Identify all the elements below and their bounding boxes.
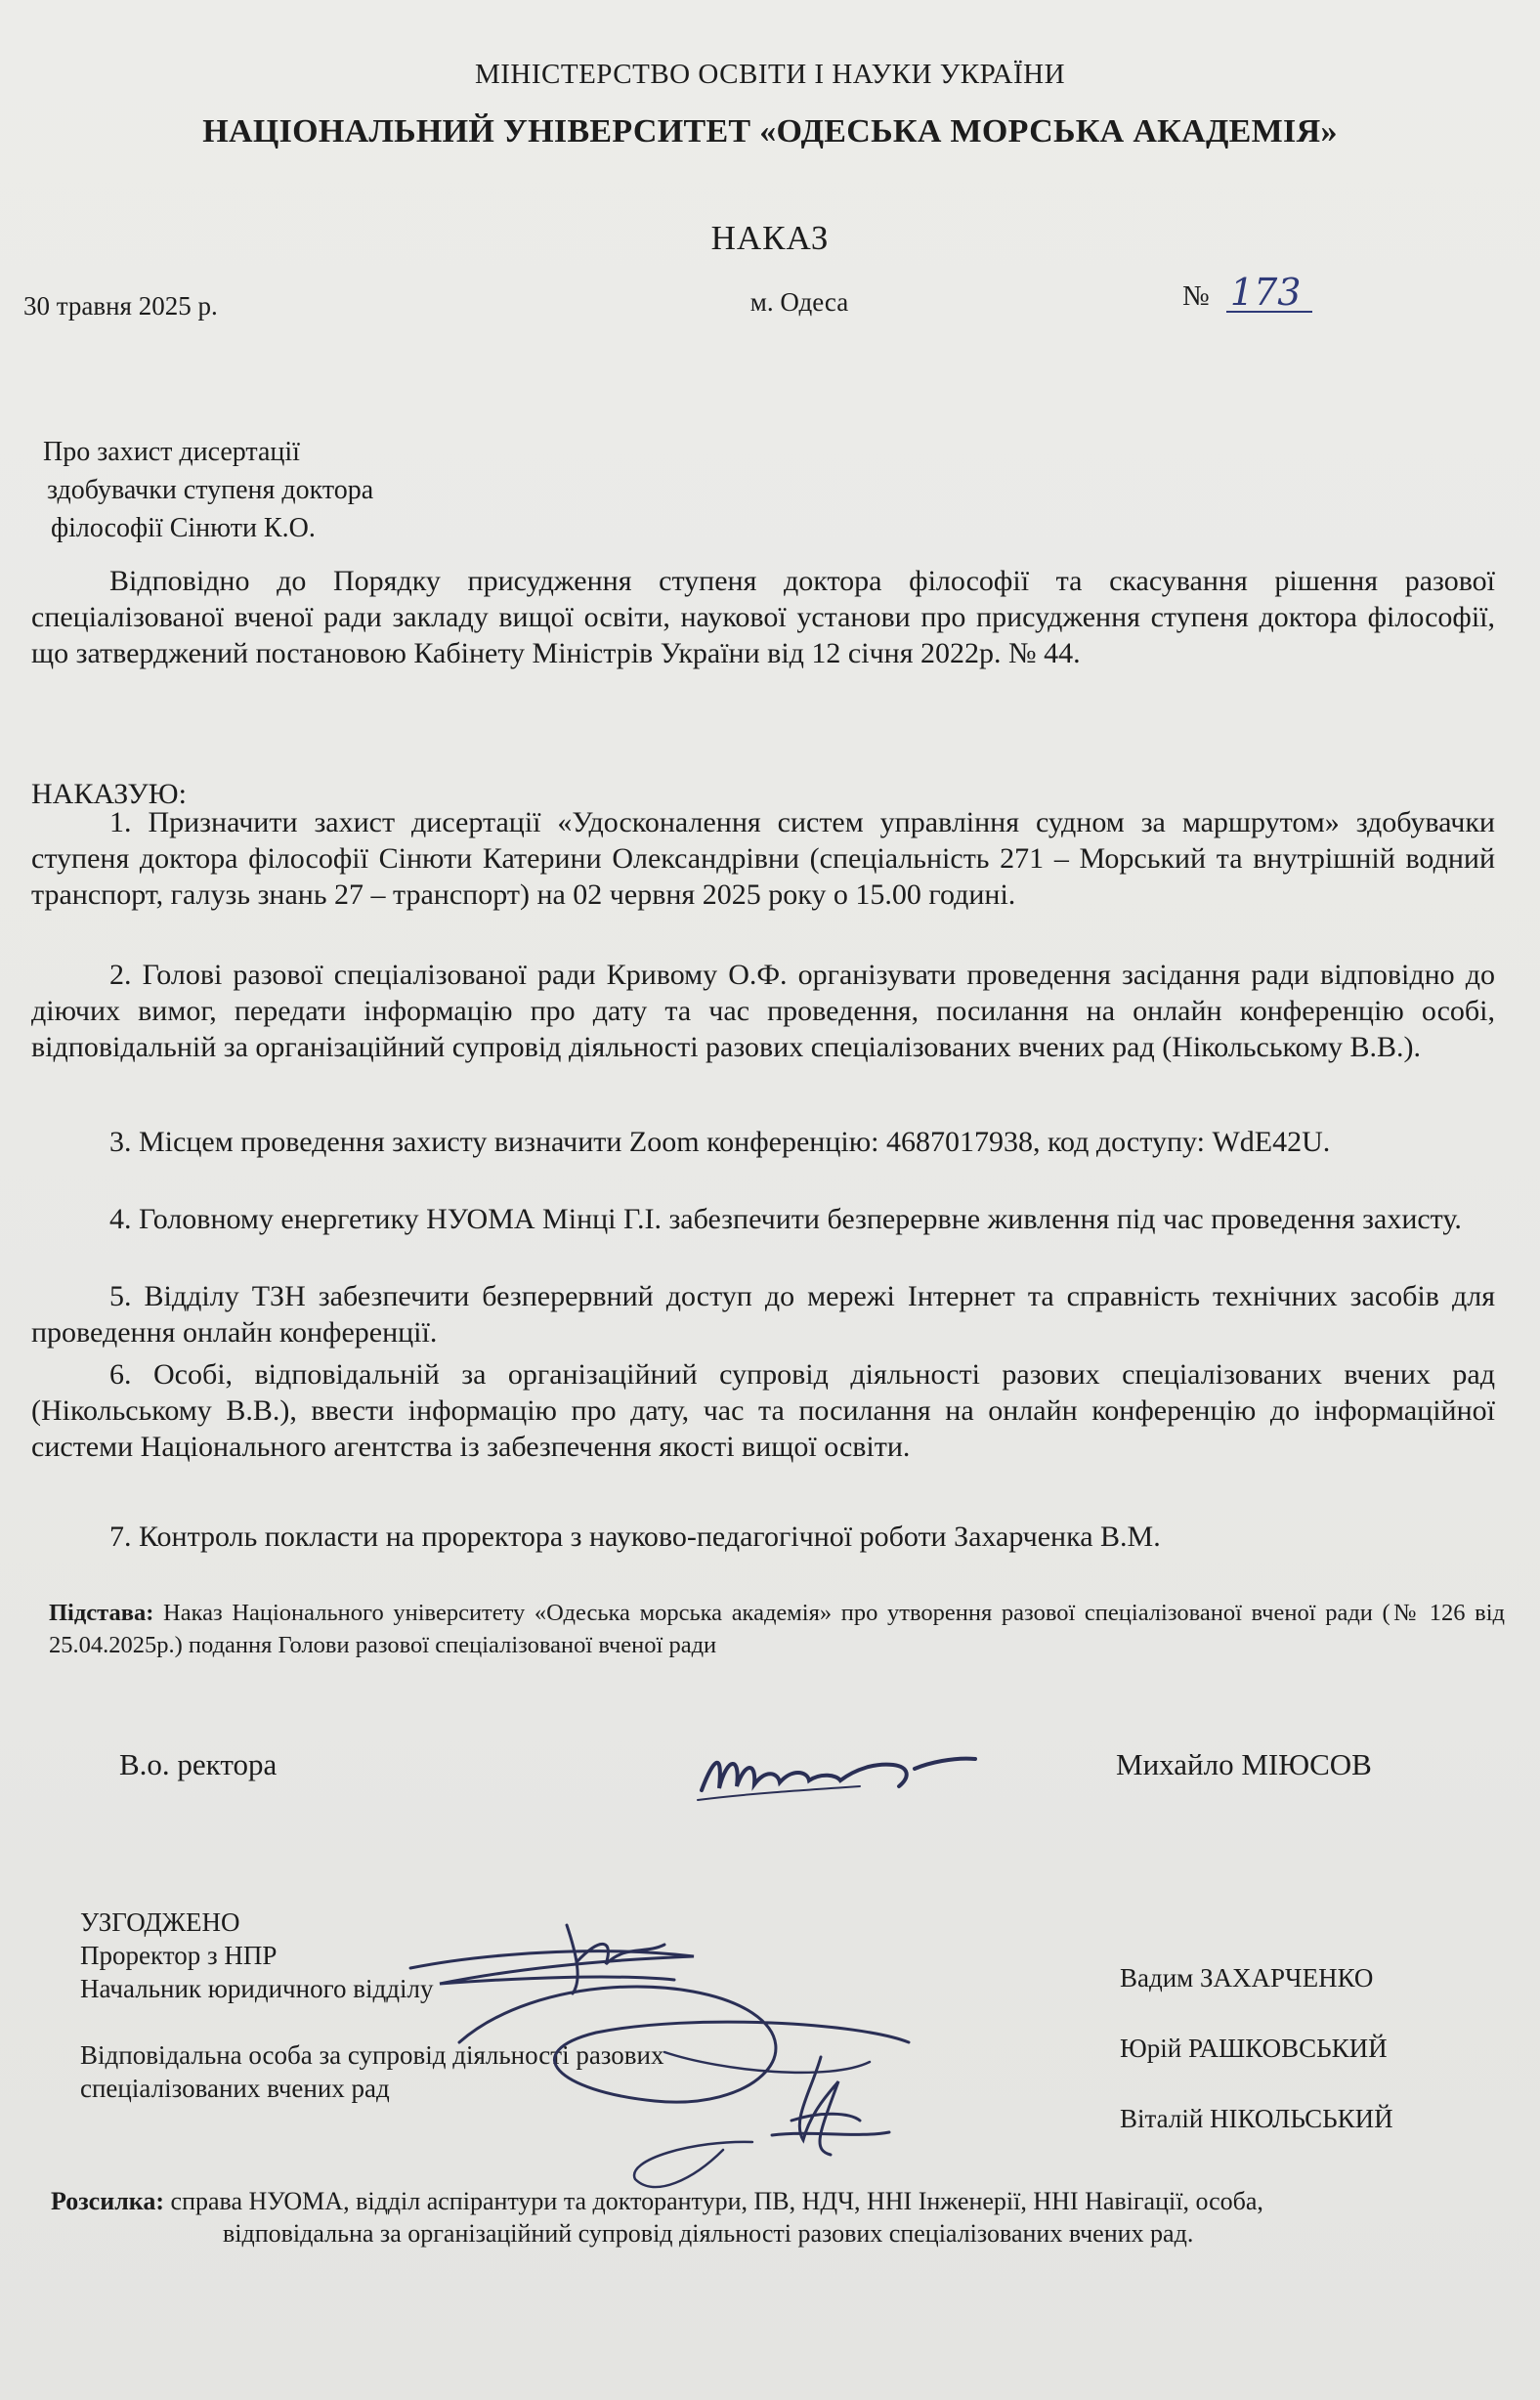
order-subject bbox=[43, 433, 373, 547]
order-item: 5. Відділу ТЗН забезпечити безперервний доступ до мережі Інтернет та справність технічних засобів для проведення онлайн конференції. bbox=[31, 1280, 1495, 1349]
order-item: 2. Голові разової спеціалізованої ради Кривому О.Ф. організувати проведення засідання ради відповідно до діючих вимог, передати інформацію про дату та час проведення, посилання на онлайн конференцію особі, відповідальній за організаційний супровід діяльності разових спеціалізованих вчених рад (Нікольському В.В.). bbox=[31, 959, 1495, 1063]
number-label: № bbox=[1182, 280, 1210, 312]
distribution-line: відповідальна за організаційний супровід діяльності разових спеціалізованих вчених рад. bbox=[223, 2219, 1194, 2248]
university-name: НАЦІОНАЛЬНИЙ УНІВЕРСИТЕТ «ОДЕСЬКА МОРСЬКА АКАДЕМІЯ» bbox=[202, 113, 1338, 150]
approval-role: Начальник юридичного відділу bbox=[80, 1974, 434, 2003]
distribution-label: Розсилка: bbox=[51, 2187, 165, 2215]
approver-name: Вадим ЗАХАРЧЕНКО bbox=[1120, 1963, 1374, 1993]
approvals-heading: УЗГОДЖЕНО bbox=[80, 1907, 240, 1937]
handwritten-number: 173 bbox=[1226, 274, 1312, 313]
basis-text: Наказ Національного університету «Одеська морська академія» про утворення разової спеціалізованої вченої ради (№ 126 від 25.04.2025р.) подання Голови разової спеціалізованої вченої ради bbox=[49, 1600, 1506, 1658]
signatory-title: В.о. ректора bbox=[119, 1747, 278, 1781]
order-city: м. Одеса bbox=[749, 287, 849, 317]
approver-name: Віталій НІКОЛЬСЬКИЙ bbox=[1120, 2104, 1393, 2133]
rector-signature bbox=[684, 1730, 1006, 1818]
preamble: Відповідно до Порядку присудження ступеня доктора філософії та скасування рішення разової спеціалізованої вченої ради закладу вищої освіти, наукової установи про присудження ступеня доктора філософії, що затверджений постановою Кабінету Міністрів України від 12 січня 2022р. № 44. bbox=[31, 565, 1495, 669]
order-item: 4. Головному енергетику НУОМА Мінці Г.І. забезпечити безперервне живлення під час проведення захисту. bbox=[109, 1203, 1462, 1235]
order-number bbox=[1182, 271, 1312, 314]
document-title: НАКАЗ bbox=[710, 219, 830, 257]
order-heading: НАКАЗУЮ: bbox=[31, 778, 187, 810]
signatory-name: Михайло МІЮСОВ bbox=[1116, 1747, 1372, 1781]
approver-name: Юрій РАШКОВСЬКИЙ bbox=[1120, 2034, 1388, 2063]
order-item: 3. Місцем проведення захисту визначити Zoom конференцію: 4687017938, код доступу: WdE42U. bbox=[109, 1126, 1331, 1158]
approval-role: спеціалізованих вчених рад bbox=[80, 2074, 390, 2103]
subject-line: філософії Сінюти К.О. bbox=[51, 513, 316, 543]
approval-role: Проректор з НПР bbox=[80, 1941, 278, 1970]
distribution-list bbox=[51, 2185, 1520, 2250]
order-item: 6. Особі, відповідальній за організаційний супровід діяльності разових спеціалізованих вчених рад (Нікольському В.В.), ввести інформацію про дату, час та посилання на онлайн конференцію до інформаційної системи Національного агентства із забезпечення якості вищої освіти. bbox=[31, 1358, 1495, 1463]
approver-names bbox=[1120, 1943, 1393, 2154]
subject-line: здобувачки ступеня доктора bbox=[47, 475, 374, 505]
approval-signatures bbox=[401, 1886, 987, 2208]
order-date: 30 травня 2025 р. bbox=[23, 291, 218, 321]
ministry-name: МІНІСТЕРСТВО ОСВІТИ І НАУКИ УКРАЇНИ bbox=[474, 59, 1066, 90]
basis-label: Підстава: bbox=[49, 1600, 154, 1626]
order-basis bbox=[49, 1597, 1505, 1661]
subject-line: Про захист дисертації bbox=[43, 437, 300, 467]
order-item: 7. Контроль покласти на проректора з науково-педагогічної роботи Захарченка В.М. bbox=[109, 1521, 1161, 1553]
approval-role: Відповідальна особа за супровід діяльності разових bbox=[80, 2040, 664, 2070]
order-item: 1. Призначити захист дисертації «Удосконалення систем управління судном за маршрутом» здобувачки ступеня доктора філософії Сінюти Катерини Олександрівни (спеціальність 271 – Морський та внутрішній водний транспорт, галузь знань 27 – транспорт) на 02 червня 2025 року о 15.00 годині. bbox=[31, 806, 1495, 911]
distribution-line: справа НУОМА, відділ аспірантури та докторантури, ПВ, НДЧ, ННІ Інженерії, ННІ Навігації, особа, bbox=[170, 2187, 1263, 2215]
